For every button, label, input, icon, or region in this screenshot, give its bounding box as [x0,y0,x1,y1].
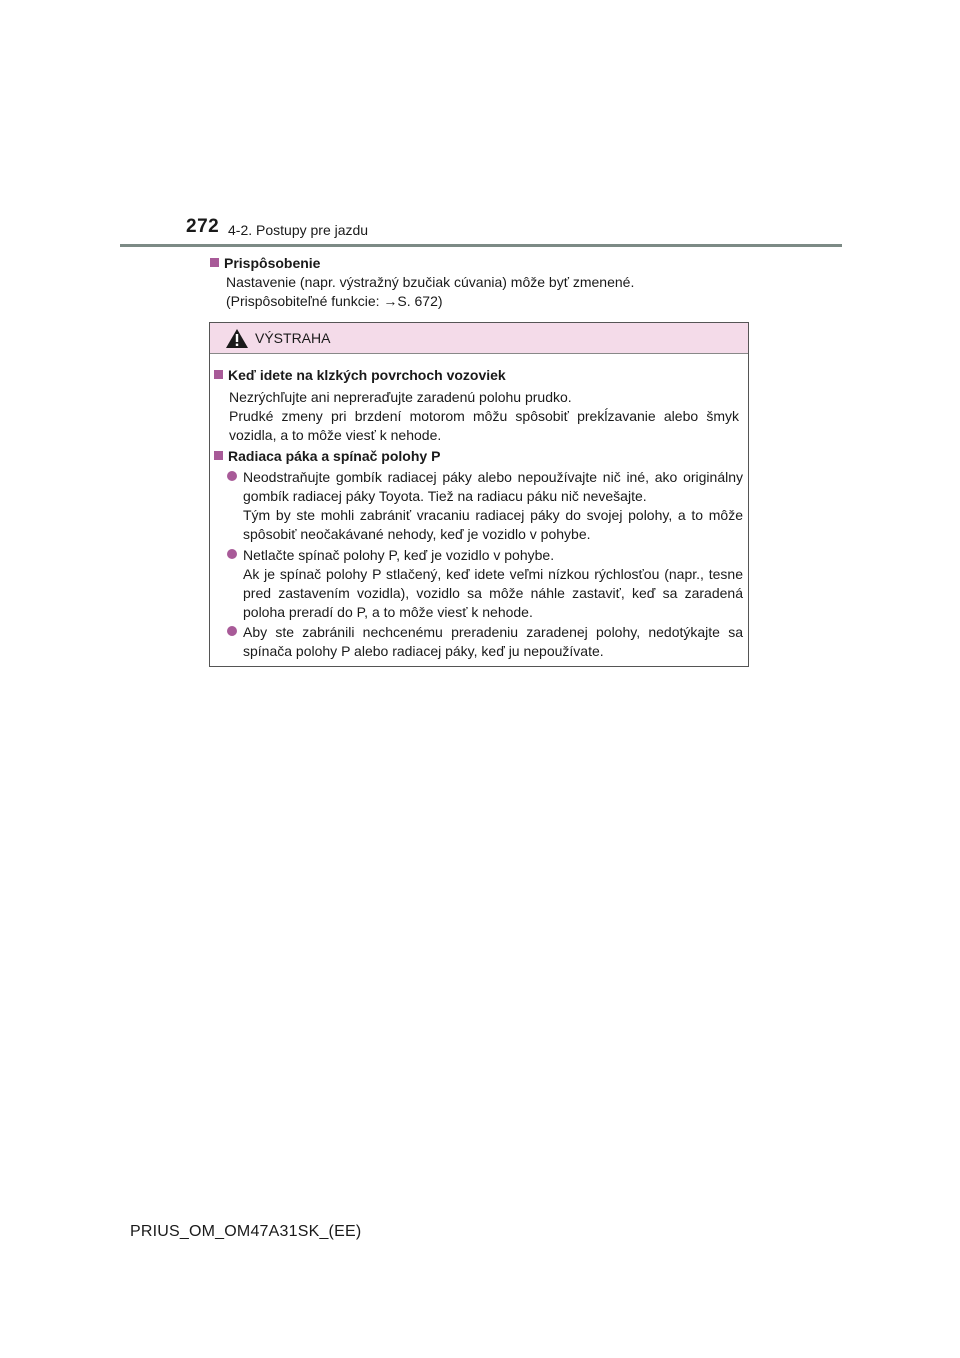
header-divider [120,244,842,247]
page-number: 272 [186,216,220,237]
section-title: 4-2. Postupy pre jazdu [228,222,369,238]
warning-triangle-icon [226,329,248,348]
round-bullet-icon [227,626,237,636]
square-bullet-icon [214,451,223,460]
warning-section-heading: Radiaca páka a spínač polohy P [228,448,441,464]
warning-header [210,323,748,354]
bullet-text: Neodstraňujte gombík radiacej páky alebo nepoužívajte nič iné, ako originálny gombík radiacej páky Toyota. Tiež na radiacu páku nič nevešajte. [243,469,743,504]
page-header [186,216,846,246]
square-bullet-icon [214,370,223,379]
warning-bullet [227,468,743,544]
warning-bullet [227,623,743,661]
customization-line: (Prispôsobiteľné funkcie: →S. 672) [226,293,443,309]
bullet-text: Tým by ste mohli zabrániť vracaniu radiacej páky do svojej polohy, a to môže spôsobiť neočakávané nehody, keď je vozidlo v pohybe. [243,507,743,542]
customization-heading: Prispôsobenie [224,255,321,271]
warning-section-heading: Keď idete na klzkých povrchoch vozoviek [228,367,506,383]
square-bullet-icon [210,258,219,267]
round-bullet-icon [227,471,237,481]
document-code: PRIUS_OM_OM47A31SK_(EE) [130,1223,362,1240]
customization-line: Nastavenie (napr. výstražný bzučiak cúvania) môže byť zmenené. [226,274,635,290]
bullet-text: Netlačte spínač polohy P, keď je vozidlo v pohybe. [243,547,555,563]
warning-text: Nezrýchľujte ani nepreraďujte zaradenú polohu prudko. [229,389,572,405]
warning-text: Prudké zmeny pri brzdení motorom môžu spôsobiť prekĺzavanie alebo šmyk vozidla, a to môže viesť k nehode. [229,408,739,443]
warning-label: VÝSTRAHA [255,330,331,346]
bullet-text: Ak je spínač polohy P stlačený, keď idete veľmi nízkou rýchlosťou (napr., tesne pred zastavením vozidla), vozidlo sa môže náhle zastaviť, keď sa zaradená poloha preradí do P, a to môže viesť k nehode. [243,566,743,620]
warning-box [209,322,749,667]
customization-section [210,254,750,311]
warning-bullet [227,546,743,622]
bullet-text: Aby ste zabránili nechcenému preradeniu zaradenej polohy, nedotýkajte sa spínača polohy P alebo radiacej páky, keď ju nepoužívate. [243,624,743,659]
round-bullet-icon [227,549,237,559]
